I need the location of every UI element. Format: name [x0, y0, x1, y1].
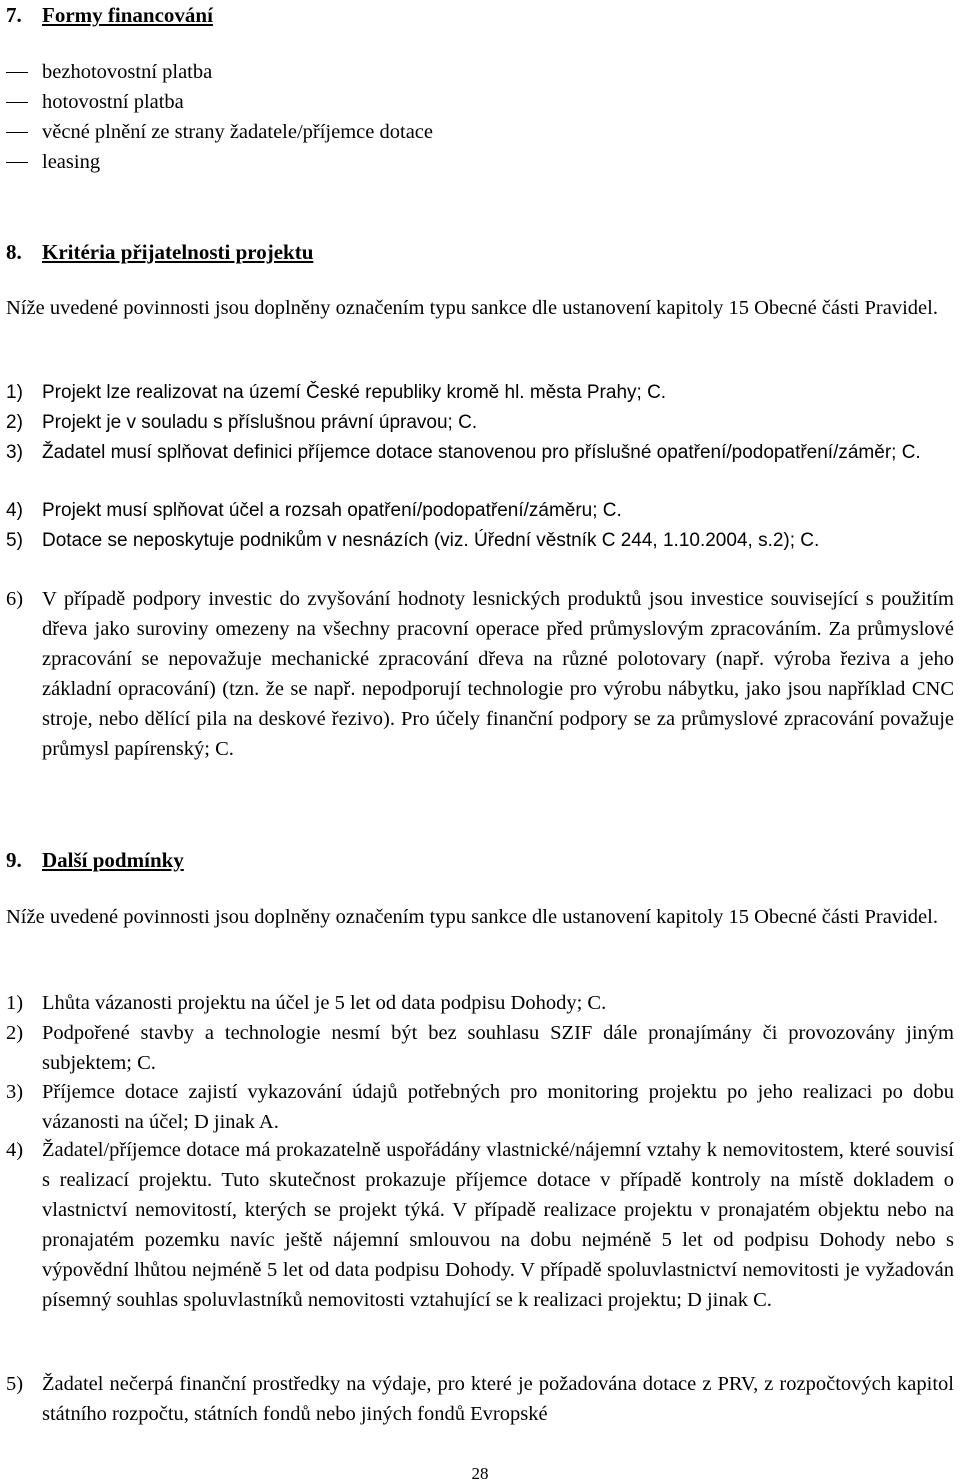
section-title: Další podmínky: [42, 848, 184, 872]
list-item: 2) Podpořené stavby a technologie nesmí být bez souhlasu SZIF dále pronajímány či provozovány jiným subjektem; C.: [6, 1022, 954, 1074]
list-item: věcné plnění ze strany žadatele/příjemce dotace: [6, 117, 946, 147]
section-8-intro: Níže uvedené povinnosti jsou doplněny označením typu sankce dle ustanovení kapitoly 15 Obecné části Pravidel.: [6, 297, 938, 319]
section-number: 9.: [6, 848, 22, 872]
list-item: bezhotovostní platba: [6, 57, 946, 87]
section-title: Formy financování: [42, 3, 213, 27]
list-item: 4) Žadatel/příjemce dotace má prokazatelně uspořádány vlastnické/nájemní vztahy k nemovitostem, které souvisí s realizací projektu. Tuto skutečnost prokazuje příjemce dotace v případě kontroly na místě dokladem o vlastnictví nemovitostí, kterých se projekt týká. V případě realizace projektu v pronajatém objektu nebo na pronajatém pozemku navíc ještě nájemní smlouvou na dobu nejméně 5 let od podpisu Dohody nebo s výpovědní lhůtou nejméně 5 let od data podpisu Dohody. V případě spoluvlastnictví nemovitosti je vyžadován písemný souhlas spoluvlastníků nemovitosti vztahující se k realizaci projektu; D jinak C.: [6, 1139, 954, 1311]
list-item: hotovostní platba: [6, 87, 946, 117]
section-number: 7.: [6, 3, 22, 27]
section-title: Kritéria přijatelnosti projektu: [42, 240, 314, 264]
page-number: 28: [471, 1464, 489, 1483]
list-item: leasing: [6, 147, 946, 177]
section-9-heading: [6, 845, 184, 875]
list-item: 2) Projekt je v souladu s příslušnou právní úpravou; C.: [6, 412, 478, 433]
list-item: 4) Projekt musí splňovat účel a rozsah opatření/podopatření/záměru; C.: [6, 500, 622, 521]
list-item: 6) V případě podpory investic do zvyšování hodnoty lesnických produktů jsou investice související s použitím dřeva jako suroviny omezeny na všechny pracovní operace před průmyslovým zpracováním. Za průmyslové zpracování se nepovažuje mechanické zpracování dřeva na různé polotovary (např. výroba řeziva a jeho základní opracování) (tzn. že se např. nepodporují technologie pro výrobu nábytku, jako jsou například CNC stroje, nebo dělící pila na deskové řezivo). Pro účely finanční podpory se za průmyslové zpracování považuje průmysl papírenský; C.: [6, 588, 954, 760]
list-item: 3) Žadatel musí splňovat definici příjemce dotace stanovenou pro příslušné opatření/podopatření/záměr; C.: [6, 442, 921, 463]
section-9-intro: Níže uvedené povinnosti jsou doplněny označením typu sankce dle ustanovení kapitoly 15 Obecné části Pravidel.: [6, 906, 938, 928]
dash-bullet-icon: [6, 72, 28, 73]
list-item: 5) Žadatel nečerpá finanční prostředky na výdaje, pro které je požadována dotace z PRV, z rozpočtových kapitol státního rozpočtu, státních fondů nebo jiných fondů Evropské: [6, 1373, 954, 1425]
financing-forms-list: [6, 57, 946, 177]
list-item: 5) Dotace se neposkytuje podnikům v nesnázích (viz. Úřední věstník C 244, 1.10.2004, s.2); C.: [6, 530, 820, 551]
section-number: 8.: [6, 240, 22, 264]
section-8-heading: [6, 237, 313, 267]
section-7-heading: [6, 0, 213, 30]
list-item: 3) Příjemce dotace zajistí vykazování údajů potřebných pro monitoring projektu po jeho realizaci po dobu vázanosti na účel; D jinak A.: [6, 1081, 954, 1133]
list-item: 1) Projekt lze realizovat na území České republiky kromě hl. města Prahy; C.: [6, 382, 667, 403]
dash-bullet-icon: [6, 162, 28, 163]
dash-bullet-icon: [6, 102, 28, 103]
dash-bullet-icon: [6, 132, 28, 133]
list-item: 1) Lhůta vázanosti projektu na účel je 5 let od data podpisu Dohody; C.: [6, 992, 607, 1014]
